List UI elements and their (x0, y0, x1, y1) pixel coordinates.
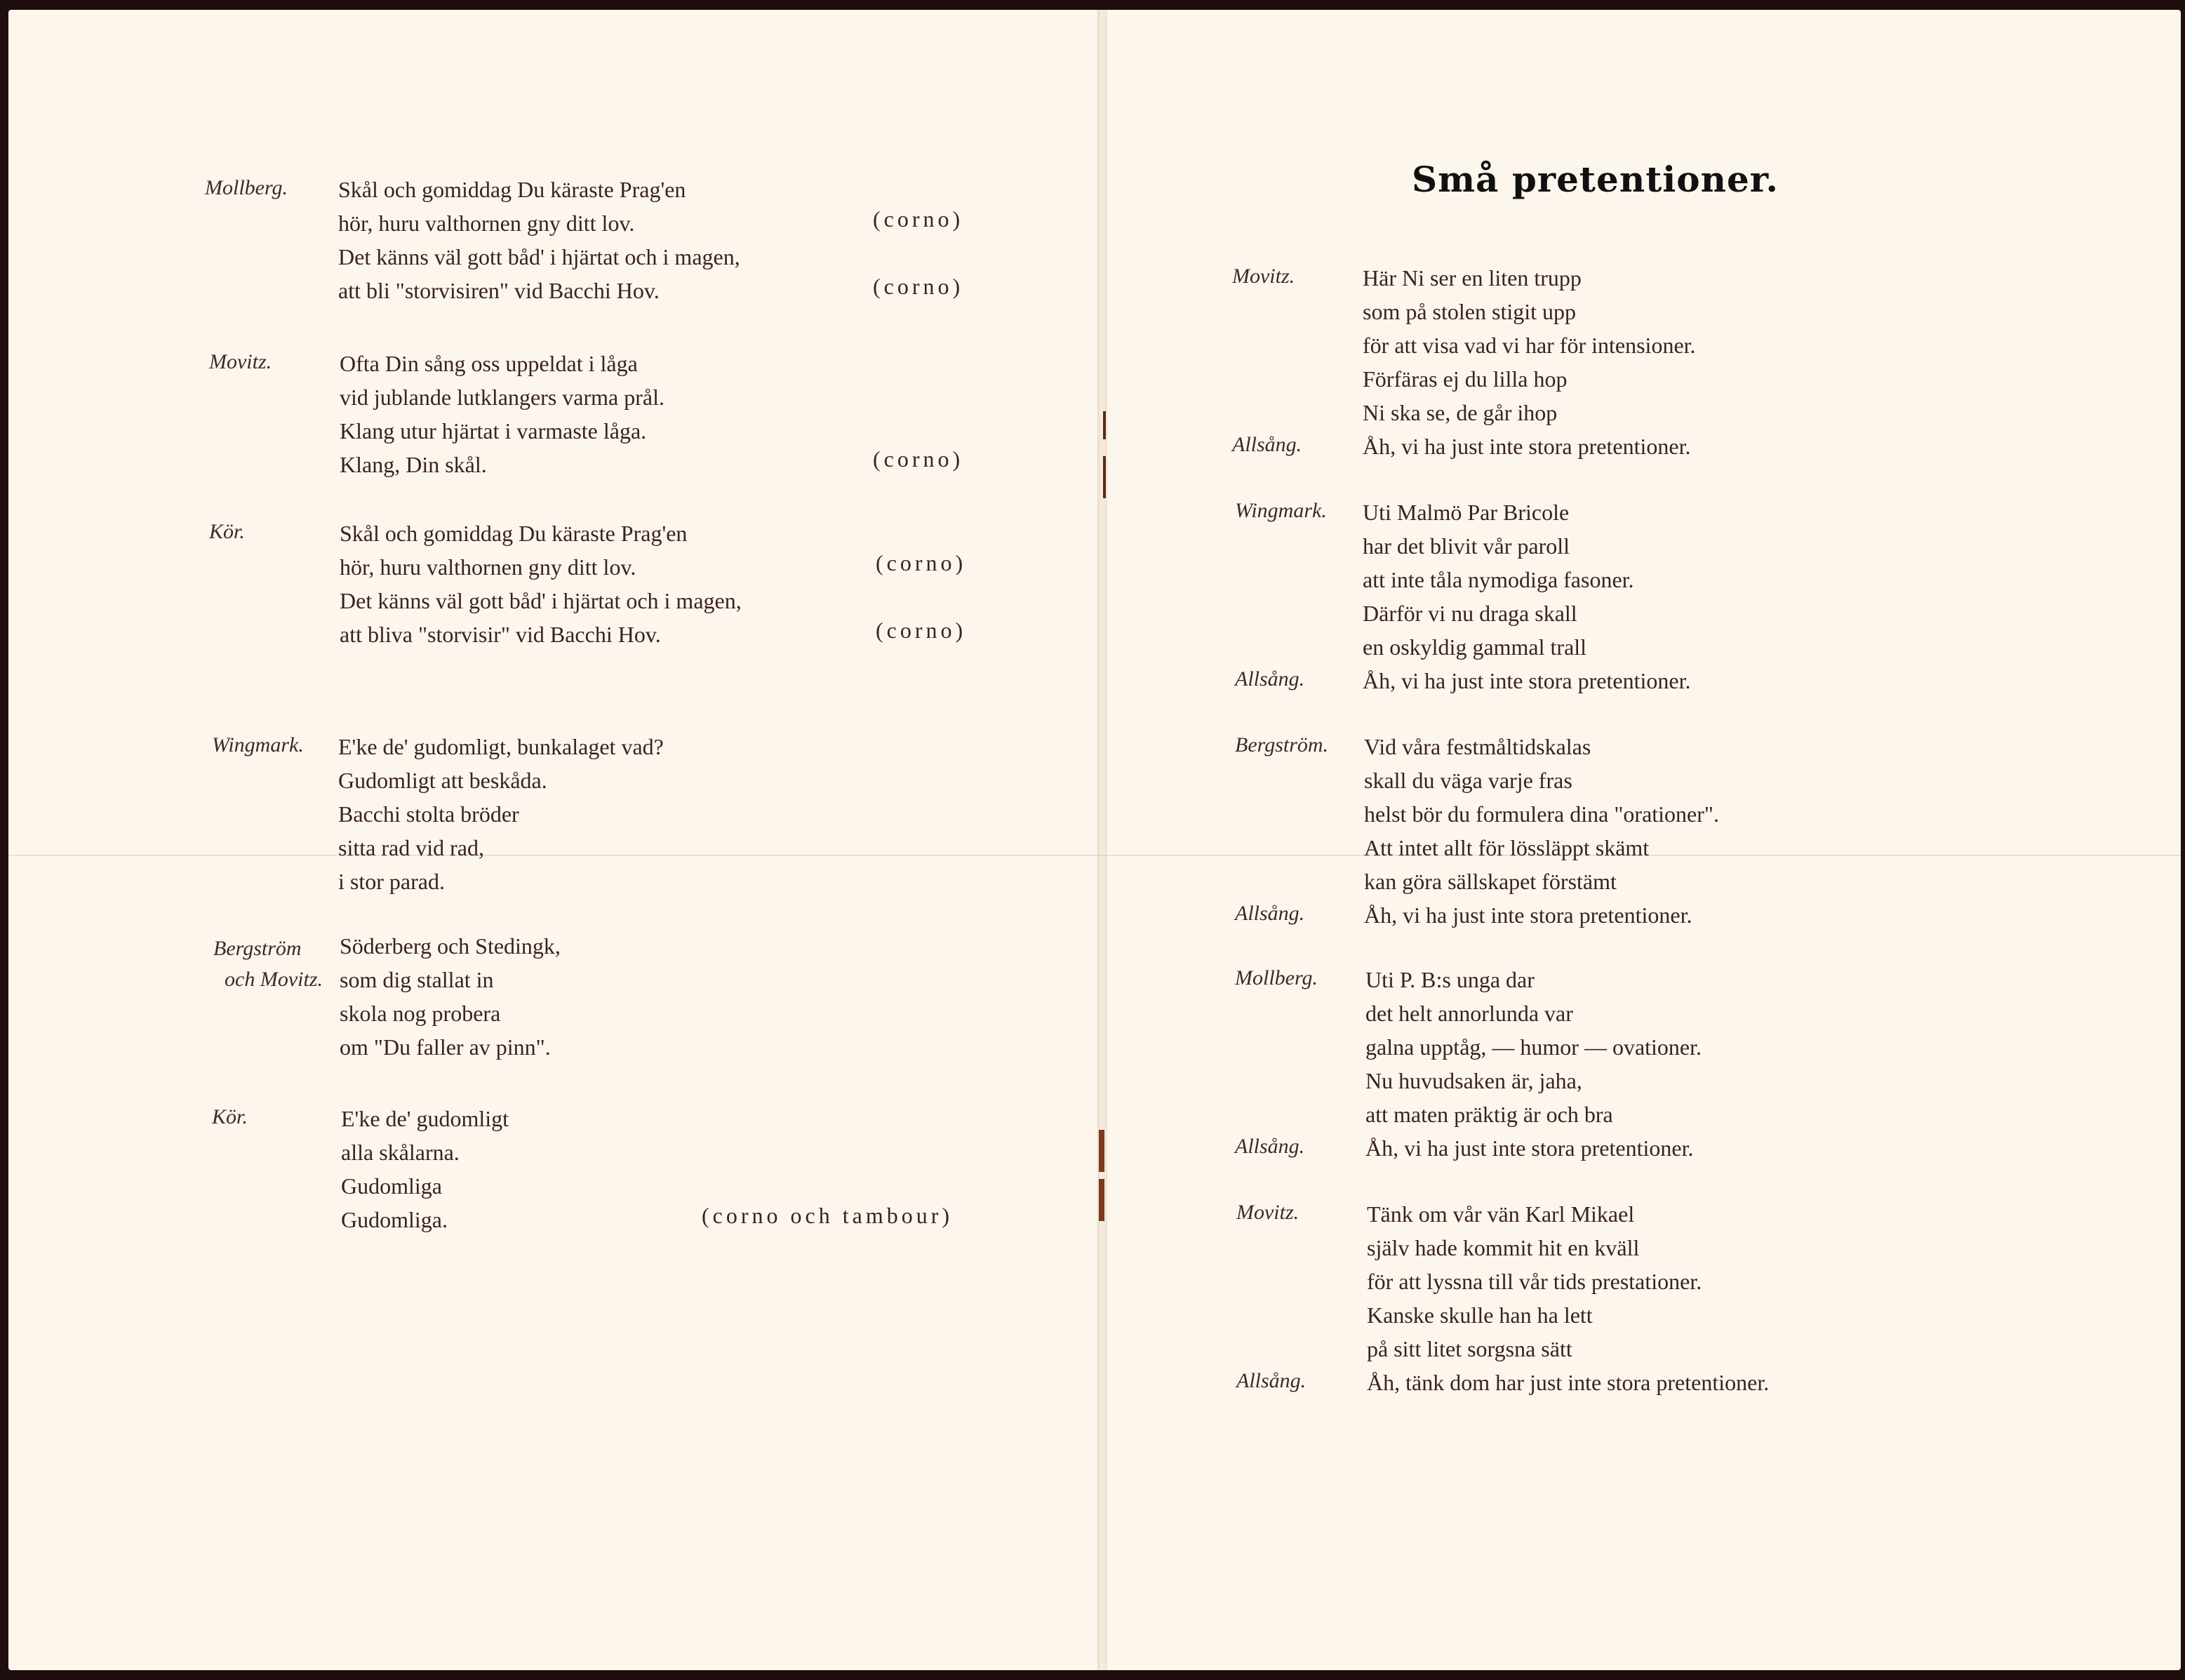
paper-fold (8, 855, 2181, 856)
verse-line: att bli "storvisiren" vid Bacchi Hov. (338, 278, 660, 303)
verse-line: Nu huvudsaken är, jaha, (1365, 1068, 1582, 1093)
verse-line: skola nog probera (340, 1001, 501, 1026)
verse-line: på sitt litet sorgsna sätt (1367, 1336, 1572, 1361)
instrument-note: (corno) (876, 618, 967, 643)
verse-line: för att visa vad vi har för intensioner. (1363, 333, 1696, 358)
speaker-name: Wingmark. (212, 733, 304, 756)
speaker-label (208, 933, 323, 995)
verse-line: E'ke de' gudomligt (341, 1106, 509, 1131)
speaker-name: Movitz. (209, 350, 272, 373)
speaker-label (209, 516, 245, 547)
verse-line: i stor parad. (338, 869, 445, 894)
verse-line: Därför vi nu draga skall (1363, 601, 1577, 626)
chorus-line: Åh, vi ha just inte stora pretentioner. (1363, 434, 1691, 459)
instrument-note: (corno och tambour) (702, 1203, 954, 1228)
speaker-label: Movitz. (1232, 265, 1295, 288)
verse-line: om "Du faller av pinn". (340, 1034, 551, 1060)
stitch-mark (1099, 1179, 1104, 1221)
verse-line: E'ke de' gudomligt, bunkalaget vad? (338, 734, 664, 759)
verse-line: Skål och gomiddag Du käraste Prag'en (338, 177, 686, 202)
instrument-note: (corno) (876, 550, 967, 575)
stitch-mark (1103, 456, 1106, 498)
speaker-label (212, 730, 304, 761)
verse-line: alla skålarna. (341, 1140, 460, 1165)
speaker-name: Bergström (213, 937, 302, 960)
instrument-note: (corno) (873, 206, 964, 232)
chorus-label: Allsång. (1235, 902, 1305, 925)
verse-line: Förfäras ej du lilla hop (1363, 366, 1568, 392)
chorus-label: Allsång. (1235, 667, 1305, 691)
verse-line: för att lyssna till vår tids prestationer. (1367, 1269, 1702, 1294)
verse-line: helst bör du formulera dina "orationer". (1364, 801, 1719, 827)
chorus-line: Åh, vi ha just inte stora pretentioner. (1365, 1135, 1694, 1161)
chorus-label: Allsång. (1232, 433, 1302, 456)
speaker-name: Kör. (212, 1105, 248, 1128)
verse-line: Gudomliga. (341, 1207, 448, 1232)
verse-line: att bliva "storvisir" vid Bacchi Hov. (340, 622, 661, 647)
verse-line: Tänk om vår vän Karl Mikael (1367, 1201, 1635, 1227)
instrument-note: (corno) (873, 274, 964, 299)
book-gutter (1097, 10, 1107, 1670)
speaker-label (205, 173, 288, 204)
speaker-name: och Movitz. (225, 968, 323, 991)
verse-line: Gudomliga (341, 1173, 442, 1199)
verse-line: det helt annorlunda var (1365, 1001, 1573, 1026)
verse-line: en oskyldig gammal trall (1363, 634, 1587, 660)
verse-line: Söderberg och Stedingk, (340, 933, 561, 959)
verse-line: Skål och gomiddag Du käraste Prag'en (340, 521, 688, 546)
stitch-mark (1099, 1130, 1104, 1172)
speaker-name: Mollberg. (205, 176, 288, 199)
verse-line: hör, huru valthornen gny ditt lov. (340, 554, 636, 580)
chorus-line: Åh, vi ha just inte stora pretentioner. (1363, 668, 1691, 693)
verse-line: Vid våra festmåltidskalas (1364, 734, 1591, 759)
speaker-label: Mollberg. (1235, 966, 1318, 989)
stitch-mark (1103, 411, 1106, 439)
speaker-label: Movitz. (1236, 1201, 1299, 1224)
speaker-label: Bergström. (1235, 733, 1329, 756)
chorus-line: Åh, tänk dom har just inte stora pretentioner. (1367, 1370, 1770, 1395)
speaker-name: Kör. (209, 520, 245, 543)
verse-line: galna upptåg, — humor — ovationer. (1365, 1034, 1702, 1060)
verse-line: Det känns väl gott båd' i hjärtat och i magen, (340, 588, 742, 613)
verse-line: Uti P. B:s unga dar (1365, 967, 1535, 992)
verse-line: kan göra sällskapet förstämt (1364, 869, 1617, 894)
verse-line: sitta rad vid rad, (338, 835, 484, 860)
verse-line: Gudomligt att beskåda. (338, 768, 547, 793)
verse-line: hör, huru valthornen gny ditt lov. (338, 211, 635, 236)
verse-line: Bacchi stolta bröder (338, 801, 519, 827)
verse-line: som på stolen stigit upp (1363, 299, 1576, 324)
verse-line: Att intet allt för lössläppt skämt (1364, 835, 1650, 860)
verse-line: Ni ska se, de går ihop (1363, 400, 1558, 425)
verse-line: skall du väga varje fras (1364, 768, 1572, 793)
speaker-label (209, 347, 272, 378)
verse-line: att maten präktig är och bra (1365, 1102, 1613, 1127)
verse-line: Uti Malmö Par Bricole (1363, 500, 1570, 525)
chorus-line: Åh, vi ha just inte stora pretentioner. (1364, 902, 1692, 928)
verse-line: att inte tåla nymodiga fasoner. (1363, 567, 1634, 592)
verse-line: vid jublande lutklangers varma prål. (340, 385, 664, 410)
verse-line: Här Ni ser en liten trupp (1363, 265, 1582, 291)
speaker-label: Wingmark. (1235, 499, 1327, 522)
verse-line: Det känns väl gott båd' i hjärtat och i magen, (338, 244, 740, 269)
chorus-label: Allsång. (1235, 1135, 1305, 1158)
verse-line: Kanske skulle han ha lett (1367, 1302, 1593, 1328)
instrument-note: (corno) (873, 446, 964, 472)
verse-line: Klang utur hjärtat i varmaste låga. (340, 418, 647, 444)
speaker-label (212, 1102, 248, 1133)
verse-line: Ofta Din sång oss uppeldat i låga (340, 351, 638, 376)
verse-line: själv hade kommit hit en kväll (1367, 1235, 1640, 1260)
chorus-label: Allsång. (1236, 1369, 1307, 1392)
verse-line: som dig stallat in (340, 967, 494, 992)
verse-line: Klang, Din skål. (340, 452, 487, 477)
verse-line: har det blivit vår paroll (1363, 533, 1570, 559)
song-title: Små pretentioner. (1412, 159, 1779, 200)
